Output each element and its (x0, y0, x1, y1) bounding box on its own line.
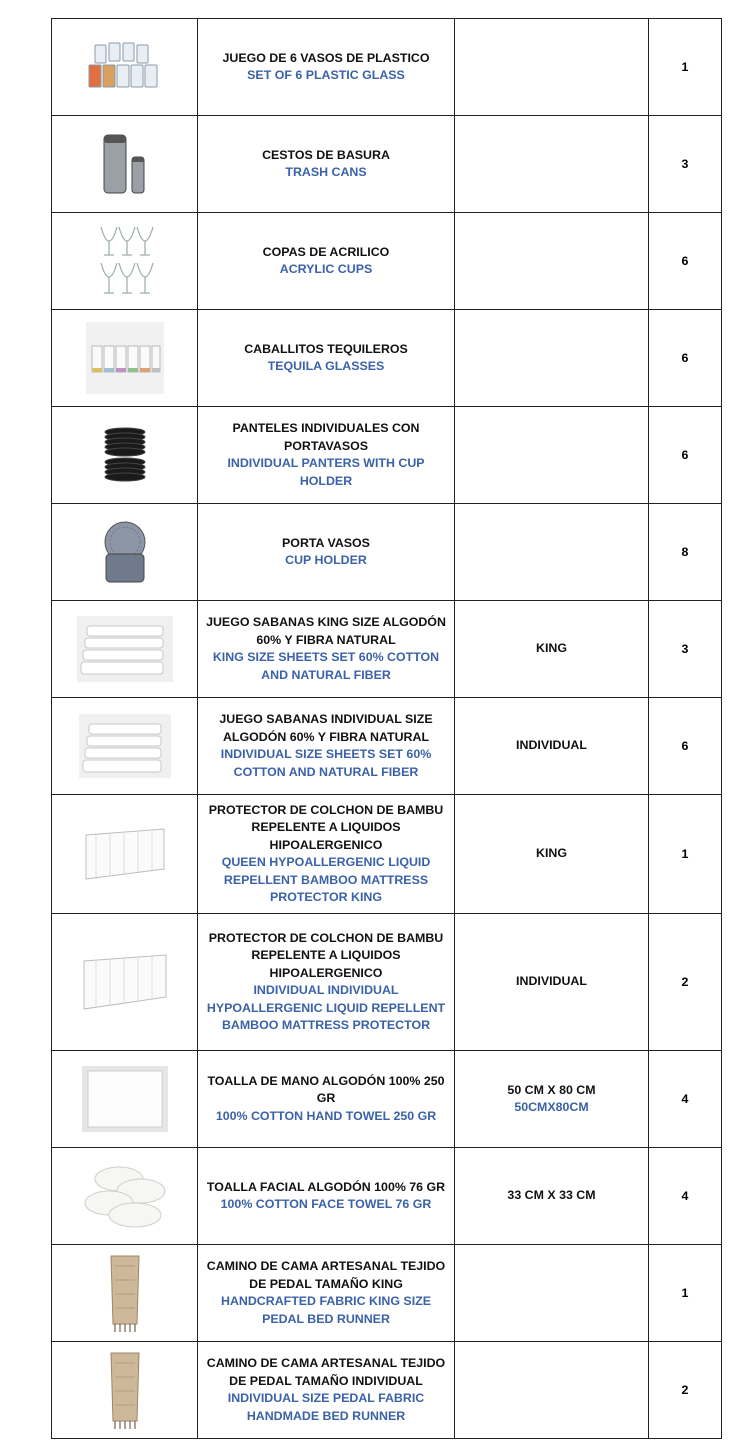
quantity-cell: 6 (649, 213, 722, 310)
tequila-glasses-icon (86, 322, 164, 394)
size-cell (455, 213, 649, 310)
image-cell (52, 310, 198, 407)
description-es: PROTECTOR DE COLCHON DE BAMBU REPELENTE A LIQUIDOS HIPOALERGENICO (208, 802, 444, 852)
image-cell (52, 698, 198, 795)
table-row (52, 504, 722, 601)
table-row (52, 213, 722, 310)
quantity-cell: 1 (649, 795, 722, 914)
description-en: INDIVIDUAL PANTERS WITH CUP HOLDER (227, 456, 425, 488)
size-value-en: 50CMX80CM (514, 1100, 589, 1114)
description-es: TOALLA FACIAL ALGODÓN 100% 76 GR (206, 1179, 446, 1194)
image-cell (52, 19, 198, 116)
size-cell (455, 504, 649, 601)
description-cell (198, 504, 455, 601)
size-cell (455, 310, 649, 407)
description-en: TEQUILA GLASSES (267, 359, 385, 373)
table-row (52, 1051, 722, 1148)
description-cell (198, 1051, 455, 1148)
description-en: KING SIZE SHEETS SET 60% COTTON AND NATURAL FIBER (212, 650, 440, 682)
sheets-icon (79, 714, 171, 778)
coaster-holder-icon (100, 518, 150, 586)
table-row (52, 914, 722, 1051)
image-cell (52, 1342, 198, 1439)
plastic-glasses-icon (85, 39, 165, 95)
description-es: TOALLA DE MANO ALGODÓN 100% 250 GR (207, 1073, 445, 1106)
description-en: TRASH CANS (285, 165, 367, 179)
mattress-protector-icon (82, 825, 168, 883)
table-row (52, 601, 722, 698)
description-en: ACRYLIC CUPS (279, 262, 373, 276)
table-row (52, 698, 722, 795)
image-cell (52, 1148, 198, 1245)
description-cell (198, 601, 455, 698)
image-cell (52, 213, 198, 310)
description-es: CAMINO DE CAMA ARTESANAL TEJIDO DE PEDAL TAMAÑO KING (206, 1259, 446, 1291)
size-cell (455, 698, 649, 795)
quantity-cell: 1 (649, 1245, 722, 1342)
description-cell (198, 795, 455, 914)
quantity-cell: 2 (649, 1342, 722, 1439)
size-value: KING (536, 846, 567, 861)
quantity-cell: 3 (649, 116, 722, 213)
size-value: KING (536, 641, 567, 656)
table-row (52, 1148, 722, 1245)
bed-runner-icon (105, 1252, 145, 1334)
description-cell (198, 1245, 455, 1342)
quantity-cell: 2 (649, 914, 722, 1051)
description-cell (198, 310, 455, 407)
description-es: COPAS DE ACRILICO (262, 244, 390, 259)
description-en: HANDCRAFTED FABRIC KING SIZE PEDAL BED RUNNER (221, 1294, 431, 1326)
quantity-cell: 3 (649, 601, 722, 698)
size-value: 33 CM X 33 CM (507, 1188, 596, 1203)
description-en: QUEEN HYPOALLERGENIC LIQUID REPELLENT BAMBOO MATTRESS PROTECTOR KING (221, 855, 431, 904)
size-cell (455, 116, 649, 213)
size-cell (455, 795, 649, 914)
sheets-icon (77, 616, 173, 682)
size-cell (455, 1051, 649, 1148)
description-en: 100% COTTON HAND TOWEL 250 GR (215, 1108, 437, 1123)
mattress-protector-icon (80, 951, 170, 1013)
image-cell (52, 795, 198, 914)
size-value: INDIVIDUAL (516, 974, 587, 989)
description-cell (198, 1148, 455, 1245)
description-cell (198, 1342, 455, 1439)
size-cell (455, 914, 649, 1051)
description-en: 100% COTTON FACE TOWEL 76 GR (220, 1197, 432, 1211)
image-cell (52, 601, 198, 698)
quantity-cell: 6 (649, 310, 722, 407)
description-cell (198, 19, 455, 116)
quantity-cell: 4 (649, 1148, 722, 1245)
size-value: 50 CM X 80 CM (507, 1082, 596, 1097)
size-cell (455, 601, 649, 698)
description-es: JUEGO SABANAS KING SIZE ALGODÓN 60% Y FIBRA NATURAL (206, 615, 446, 647)
table-row (52, 310, 722, 407)
table-row (52, 1342, 722, 1439)
image-cell (52, 1245, 198, 1342)
description-cell (198, 407, 455, 504)
description-es: JUEGO DE 6 VASOS DE PLASTICO (222, 50, 430, 65)
table-row (52, 407, 722, 504)
description-en: INDIVIDUAL SIZE SHEETS SET 60% COTTON AND NATURAL FIBER (220, 747, 432, 779)
acrylic-cups-icon (95, 223, 155, 299)
description-es: PROTECTOR DE COLCHON DE BAMBU REPELENTE A LIQUIDOS HIPOALERGENICO (208, 930, 444, 980)
image-cell (52, 116, 198, 213)
quantity-cell: 6 (649, 407, 722, 504)
size-cell (455, 1342, 649, 1439)
description-cell (198, 698, 455, 795)
quantity-cell: 1 (649, 19, 722, 116)
table-row (52, 1245, 722, 1342)
image-cell (52, 914, 198, 1051)
description-es: CABALLITOS TEQUILEROS (244, 341, 408, 356)
description-en: INDIVIDUAL SIZE PEDAL FABRIC HANDMADE BED RUNNER (227, 1391, 425, 1423)
description-es: PANTELES INDIVIDUALES CON PORTAVASOS (232, 421, 420, 453)
quantity-cell: 4 (649, 1051, 722, 1148)
placemats-icon (100, 426, 150, 484)
description-cell (198, 116, 455, 213)
size-cell (455, 1245, 649, 1342)
description-es: PORTA VASOS (282, 535, 370, 550)
size-cell (455, 407, 649, 504)
table-row (52, 19, 722, 116)
description-en: CUP HOLDER (285, 553, 367, 567)
size-cell (455, 1148, 649, 1245)
face-towel-icon (79, 1161, 171, 1231)
description-en: SET OF 6 PLASTIC GLASS (247, 68, 405, 82)
inventory-table (51, 18, 722, 1439)
description-cell (198, 213, 455, 310)
description-cell (198, 914, 455, 1051)
hand-towel-icon (82, 1066, 168, 1132)
description-es: CESTOS DE BASURA (262, 147, 390, 162)
bed-runner-icon (105, 1349, 145, 1431)
image-cell (52, 504, 198, 601)
description-en: INDIVIDUAL INDIVIDUAL HYPOALLERGENIC LIQUID REPELLENT BAMBOO MATTRESS PROTECTOR (206, 983, 446, 1032)
table-row (52, 795, 722, 914)
trash-cans-icon (100, 129, 150, 199)
size-value: INDIVIDUAL (516, 738, 587, 753)
quantity-cell: 6 (649, 698, 722, 795)
image-cell (52, 407, 198, 504)
image-cell (52, 1051, 198, 1148)
quantity-cell: 8 (649, 504, 722, 601)
table-row (52, 116, 722, 213)
size-cell (455, 19, 649, 116)
description-es: JUEGO SABANAS INDIVIDUAL SIZE ALGODÓN 60% Y FIBRA NATURAL (219, 712, 433, 744)
description-es: CAMINO DE CAMA ARTESANAL TEJIDO DE PEDAL TAMAÑO INDIVIDUAL (206, 1356, 446, 1388)
